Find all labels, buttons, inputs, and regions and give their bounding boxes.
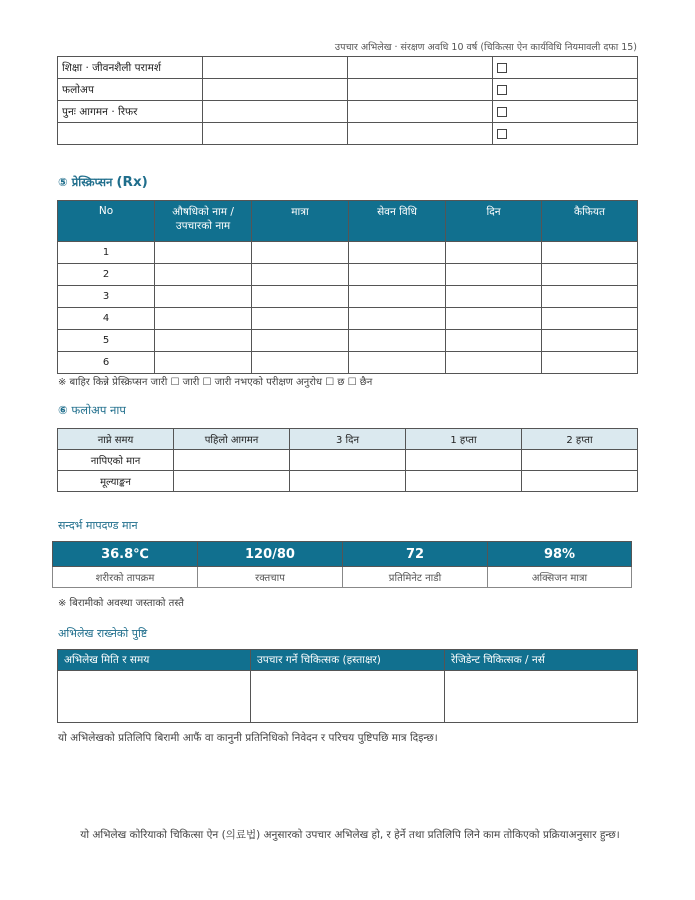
input-cell[interactable]	[349, 286, 446, 308]
row-label	[58, 123, 203, 145]
reference-title: सन्दर्भ मापदण्ड मान	[58, 519, 138, 532]
reference-value: 72	[343, 542, 488, 567]
table-row	[58, 450, 638, 471]
column-header: दिन	[446, 201, 542, 242]
row-number: 3	[58, 286, 155, 308]
input-cell[interactable]	[446, 264, 542, 286]
column-header: 3 दिन	[290, 429, 406, 450]
checkbox[interactable]	[497, 129, 507, 139]
table-row	[58, 57, 638, 79]
checkbox-cell[interactable]	[493, 57, 638, 79]
table-row	[58, 308, 638, 330]
empty-cell[interactable]	[203, 123, 348, 145]
table-row	[58, 242, 638, 264]
row-number: 5	[58, 330, 155, 352]
footer-text: यो अभिलेख कोरियाको चिकित्सा ऐन (의료법) अनुसारको उपचार अभिलेख हो, र हेर्ने तथा प्रतिलिपि लिने काम तोकिएको प्रक्रियाअनुसार हुन्छ।	[80, 829, 620, 841]
table-row	[58, 286, 638, 308]
reference-note: ※ बिरामीको अवस्था जस्ताको तस्तै	[58, 598, 184, 609]
input-cell[interactable]	[155, 308, 252, 330]
input-cell[interactable]	[349, 242, 446, 264]
empty-cell[interactable]	[203, 101, 348, 123]
input-cell[interactable]	[406, 450, 522, 471]
input-cell[interactable]	[349, 264, 446, 286]
empty-cell[interactable]	[348, 123, 493, 145]
empty-cell[interactable]	[348, 101, 493, 123]
input-cell[interactable]	[542, 286, 638, 308]
input-cell[interactable]	[522, 450, 638, 471]
input-cell[interactable]	[252, 330, 349, 352]
prescription-table	[57, 200, 638, 374]
input-cell[interactable]	[542, 352, 638, 374]
row-label: फलोअप	[58, 79, 203, 101]
table-row	[58, 471, 638, 492]
prescription-title: प्रेस्क्रिप्सन	[71, 175, 113, 189]
empty-cell[interactable]	[203, 57, 348, 79]
confirmation-table	[57, 649, 638, 723]
input-cell[interactable]	[155, 286, 252, 308]
reference-label: प्रतिमिनेट नाडी	[343, 567, 488, 588]
input-cell[interactable]	[155, 264, 252, 286]
checkbox[interactable]	[497, 85, 507, 95]
reference-label: शरीरको तापक्रम	[53, 567, 198, 588]
table-row	[58, 79, 638, 101]
column-header: अभिलेख मिति र समय	[58, 650, 251, 671]
signature-cell[interactable]	[251, 671, 445, 723]
empty-cell[interactable]	[348, 57, 493, 79]
checkbox[interactable]	[497, 63, 507, 73]
row-number: 6	[58, 352, 155, 374]
input-cell[interactable]	[155, 330, 252, 352]
input-cell[interactable]	[349, 352, 446, 374]
input-cell[interactable]	[542, 308, 638, 330]
input-cell[interactable]	[174, 471, 290, 492]
input-cell[interactable]	[542, 242, 638, 264]
input-cell[interactable]	[174, 450, 290, 471]
checkbox-cell[interactable]	[493, 79, 638, 101]
column-header: नाप्ने समय	[58, 429, 174, 450]
prescription-title-suffix: (Rx)	[116, 174, 148, 190]
input-cell[interactable]	[252, 352, 349, 374]
table-row	[58, 352, 638, 374]
prescription-section-title	[58, 174, 148, 190]
input-cell[interactable]	[446, 352, 542, 374]
column-header: कैफियत	[542, 201, 638, 242]
row-number: 2	[58, 264, 155, 286]
input-cell[interactable]	[290, 450, 406, 471]
table-row	[58, 123, 638, 145]
confirmation-title: अभिलेख राख्नेको पुष्टि	[58, 627, 148, 640]
column-header: मात्रा	[252, 201, 349, 242]
row-label: नापिएको मान	[58, 450, 174, 471]
input-cell[interactable]	[155, 352, 252, 374]
column-header: सेवन विधि	[349, 201, 446, 242]
input-cell[interactable]	[406, 471, 522, 492]
column-header: रेजिडेन्ट चिकित्सक / नर्स	[445, 650, 638, 671]
column-header: पहिलो आगमन	[174, 429, 290, 450]
input-cell[interactable]	[446, 308, 542, 330]
column-header: औषधिको नाम / उपचारको नाम	[155, 201, 252, 242]
input-cell[interactable]	[155, 242, 252, 264]
input-cell[interactable]	[252, 264, 349, 286]
column-header: 1 हप्ता	[406, 429, 522, 450]
column-header: No	[58, 201, 155, 242]
reference-value: 36.8℃	[53, 542, 198, 567]
table-row	[58, 330, 638, 352]
table-row	[58, 264, 638, 286]
input-cell[interactable]	[446, 286, 542, 308]
reference-values-table	[52, 541, 632, 588]
checkbox-cell[interactable]	[493, 101, 638, 123]
reference-label: रक्तचाप	[198, 567, 343, 588]
followup-table	[57, 428, 638, 492]
row-label: मूल्याङ्कन	[58, 471, 174, 492]
input-cell[interactable]	[446, 242, 542, 264]
input-cell[interactable]	[542, 330, 638, 352]
reference-label: अक्सिजन मात्रा	[488, 567, 632, 588]
reference-value: 98%	[488, 542, 632, 567]
input-cell[interactable]	[290, 471, 406, 492]
checkbox-cell[interactable]	[493, 123, 638, 145]
document-header: उपचार अभिलेख · संरक्षण अवधि 10 वर्ष (चिकित्सा ऐन कार्यविधि नियमावली दफा 15)	[334, 42, 637, 53]
input-cell[interactable]	[446, 330, 542, 352]
confirmation-note: यो अभिलेखको प्रतिलिपि बिरामी आफैं वा कानुनी प्रतिनिधिको निवेदन र परिचय पुष्टिपछि मात्र दिइन्छ।	[58, 732, 438, 744]
signature-cell[interactable]	[58, 671, 251, 723]
empty-cell[interactable]	[203, 79, 348, 101]
input-cell[interactable]	[349, 330, 446, 352]
row-number: 4	[58, 308, 155, 330]
signature-cell[interactable]	[445, 671, 638, 723]
prescription-note: ※ बाहिर किन्ने प्रेस्क्रिप्सन जारी ☐ जारी ☐ जारी नभएको परीक्षण अनुरोध ☐ छ ☐ छैन	[58, 377, 373, 388]
section-number: ⑤	[58, 175, 68, 189]
row-label: पुनः आगमन · रिफर	[58, 101, 203, 123]
input-cell[interactable]	[252, 308, 349, 330]
section-number: ⑥	[58, 403, 68, 417]
input-cell[interactable]	[542, 264, 638, 286]
table-row	[58, 101, 638, 123]
input-cell[interactable]	[522, 471, 638, 492]
row-number: 1	[58, 242, 155, 264]
input-cell[interactable]	[349, 308, 446, 330]
treatment-plan-table	[57, 56, 638, 145]
followup-title: फलोअप नाप	[71, 403, 126, 417]
checkbox[interactable]	[497, 107, 507, 117]
reference-value: 120/80	[198, 542, 343, 567]
input-cell[interactable]	[252, 242, 349, 264]
followup-section-title	[58, 403, 126, 418]
empty-cell[interactable]	[348, 79, 493, 101]
column-header: 2 हप्ता	[522, 429, 638, 450]
row-label: शिक्षा · जीवनशैली परामर्श	[58, 57, 203, 79]
input-cell[interactable]	[252, 286, 349, 308]
column-header: उपचार गर्ने चिकित्सक (हस्ताक्षर)	[251, 650, 445, 671]
